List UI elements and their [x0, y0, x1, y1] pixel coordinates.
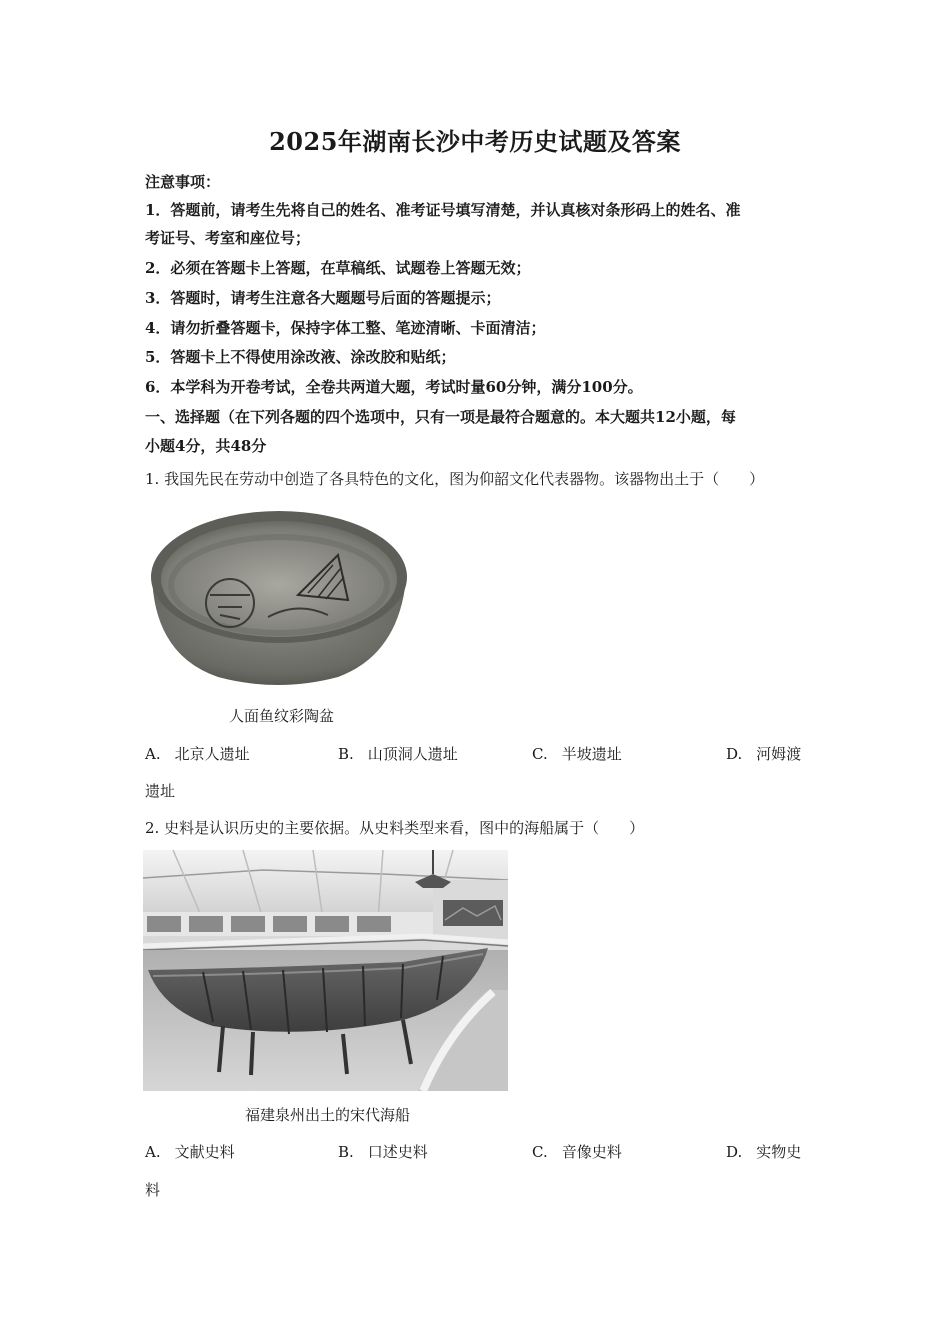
option-text: 音像史料 [561, 1143, 622, 1161]
option-text: 口述史料 [367, 1143, 428, 1161]
option-label: C. [532, 745, 548, 763]
option-text: 北京人遗址 [174, 745, 250, 763]
option-c[interactable] [532, 1142, 622, 1162]
painted-pottery-basin-image [148, 505, 410, 690]
option-label: B. [338, 1143, 354, 1161]
option-label: D. [726, 745, 743, 763]
notice-heading: 注意事项： [145, 173, 221, 191]
option-a[interactable] [145, 1142, 235, 1162]
notice-item: 1．答题前，请考生先将自己的姓名、准考证号填写清楚，并认真核对条形码上的姓名、准 [145, 201, 741, 219]
option-text: 文献史料 [174, 1143, 235, 1161]
question-2-stem: 2. 史料是认识历史的主要依据。从史料类型来看，图中的海船属于（ ） [145, 819, 645, 837]
option-a[interactable] [145, 744, 250, 764]
option-text: 实物史 [756, 1143, 802, 1161]
option-text: 半坡遗址 [561, 745, 622, 763]
notice-item: 考证号、考室和座位号； [145, 229, 311, 247]
option-b[interactable] [338, 744, 458, 764]
option-label: D. [726, 1143, 743, 1161]
option-text: 山顶洞人遗址 [367, 745, 458, 763]
notice-item: 6．本学科为开卷考试，全卷共两道大题，考试时量60分钟，满分100分。 [145, 378, 643, 396]
page-title: 2025年湖南长沙中考历史试题及答案 [269, 127, 681, 156]
option-label: B. [338, 745, 354, 763]
option-c[interactable] [532, 744, 622, 764]
option-text: 河姆渡 [756, 745, 802, 763]
section-heading: 一、选择题（在下列各题的四个选项中，只有一项是最符合题意的。本大题共12小题，每 [145, 408, 736, 426]
option-d[interactable] [726, 1142, 801, 1162]
question-1-stem: 1. 我国先民在劳动中创造了各具特色的文化，图为仰韶文化代表器物。该器物出土于（ ） [145, 470, 765, 488]
notice-item: 3．答题时，请考生注意各大题题号后面的答题提示； [145, 289, 501, 307]
figure-caption: 福建泉州出土的宋代海船 [245, 1106, 411, 1124]
section-heading-cont: 小题4分，共48分 [145, 437, 267, 455]
option-b[interactable] [338, 1142, 428, 1162]
notice-item: 5．答题卡上不得使用涂改液、涂改胶和贴纸； [145, 348, 456, 366]
notice-item: 2．必须在答题卡上答题，在草稿纸、试题卷上答题无效； [145, 259, 531, 277]
option-label: A. [145, 745, 161, 763]
notice-item: 4．请勿折叠答题卡，保持字体工整、笔迹清晰、卡面清洁； [145, 319, 546, 337]
option-d-wrap: 料 [145, 1181, 161, 1199]
option-label: A. [145, 1143, 161, 1161]
option-d-wrap: 遗址 [145, 782, 176, 800]
figure-caption: 人面鱼纹彩陶盆 [229, 707, 335, 725]
option-d[interactable] [726, 744, 801, 764]
song-dynasty-ship-image [143, 850, 508, 1091]
option-label: C. [532, 1143, 548, 1161]
